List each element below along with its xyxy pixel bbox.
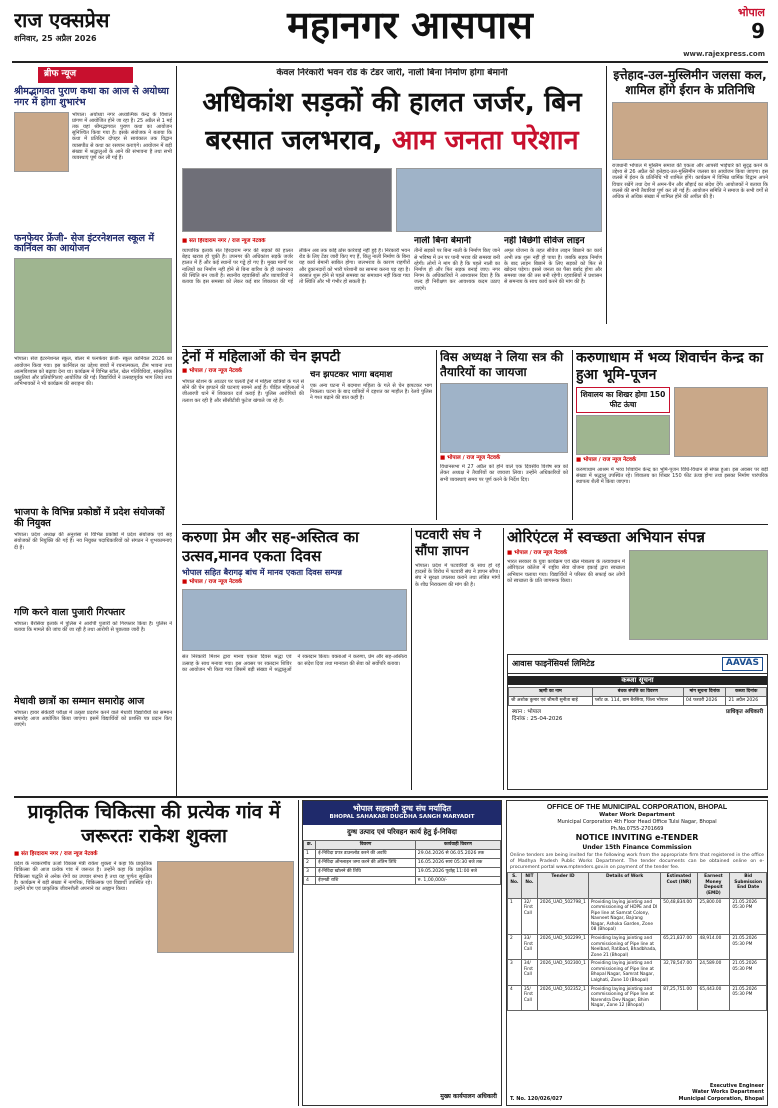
brief-item [14, 608, 172, 693]
shivalaya-story [576, 350, 768, 522]
col-divider [436, 350, 437, 520]
aavas-place: स्थान : भोपाल [512, 708, 541, 715]
shivalaya-headline: करुणाधाम में भव्य शिवार्चन केन्द्र का हुआ भूमि-पूजन [576, 350, 764, 383]
dairy-org-en: BHOPAL SAHAKARI DUGDHA SANGH MARYADIT [329, 814, 475, 821]
brief-item [14, 234, 172, 505]
shivalaya-byline: ■ भोपाल / राज न्यूज नेटवर्क [576, 457, 636, 463]
tender-sign-1: Executive Engineer [709, 1082, 764, 1089]
col-divider [411, 528, 412, 790]
lead-body: व्यापारिक इलाके संत हिरदाराम नगर की सड़कों की हालत बेहद खराब हो चुकी है। उपनगर की अधिकांश सड़कें जर्जर हालत में हैं और कई स्थानों पर गड्ढे हो गए हैं। मुख्य मार्गों पर नालियों का निर्माण नहीं होने से बिना बारिश के ही जलभराव की स्थिति बन जाती है। स्थानीय रहवासियों और व्यापारियों ने बताया कि इस समस्या को लेकर कई बार शिकायत की गई लेकिन अब तक कोई ठोस कार्रवाई नहीं हुई है। निरंकारी भवन रोड के लिए टेंडर जारी किए गए हैं, किंतु नाली निर्माण के बिना यह कार्य बेमानी साबित होगा। जलभराव के कारण राहगीरों और दुकानदारों को भारी परेशानी का सामना करना पड़ रहा है। बरसात शुरू होने से पहले समस्या का समाधान नहीं किया गया तो स्थिति और भी गंभीर हो सकती है। [182, 248, 410, 286]
oriental-byline: ■ भोपाल / राज न्यूज नेटवर्क [507, 550, 567, 556]
table-row: 3 34/ First Call 2026_UAD_502300_1 Providing laying jointing and commissioning of Pipe line at Bhopal Nagar, Samrat Nagar, Lalghati, Zone 10 (Bhopal) 32,78,547.00 24,589.00 21.05.2026 05:30 PM [508, 960, 767, 985]
dairy-table [303, 840, 501, 886]
patwari-body: भोपाल। प्रदेश में पटवारियों के साथ हो रहे हादसों के विरोध में पटवारी संघ ने ज्ञापन सौंपा। संघ ने सुरक्षा उपलब्ध कराने तथा लंबित मांगों के शीघ्र निराकरण की मांग की है। [415, 563, 500, 588]
dairy-title: दुग्ध उत्पाद एवं परिवहन कार्य हेतु ई-निविदा [347, 827, 457, 836]
road-photo [182, 168, 392, 232]
issue-date: शनिवार, 25 अप्रैल 2026 [14, 34, 97, 43]
aavas-col-header: कब्जा दिनांक [726, 687, 767, 696]
assembly-body: विधानसभा में 27 अप्रैल को होने वाले एक दिवसीय विशेष सत्र को लेकर अध्यक्ष ने तैयारियों का जायजा लिया। उन्होंने अधिकारियों को सभी व्यवस्थाएं समय पर पूर्ण करने के निर्देश दिए। [440, 464, 568, 483]
shivalaya-photo [576, 415, 670, 455]
masthead-left [14, 8, 164, 58]
assembly-headline: विस अध्यक्ष ने लिया सत्र की तैयारियों का जायजा [440, 350, 564, 379]
karuna-subhead: भोपाल सहित बैरागढ़ बांच में मानव एकता दिवस सम्पन्न [182, 568, 342, 577]
brief-label: ब्रीफ न्यूज [38, 67, 133, 83]
tender-intro: Online tenders are being invited for the following work from the appropriate firm that registered in the office of Madhya Pradesh Public Works Department. The tender documents can be obtained online on e-procurement portal www.mptenders.gov.in on payment of the tender fee. [510, 853, 764, 870]
sewer-body: अमृत योजना के तहत सीवेज लाइन बिछाने का कार्य अभी तक शुरू नहीं हो पाया है। जबकि सड़क निर्माण के बाद लाइन बिछाने के लिए सड़कों को फिर से खोदना पड़ेगा। इससे जनता का पैसा बर्बाद होगा और समस्या जस की तस बनी रहेगी। रहवासियों ने प्रशासन से समन्वय के साथ कार्य करने की मांग की है। [504, 248, 602, 286]
dairy-col-header: कार्यवाही विवरण [415, 840, 500, 849]
aavas-col-header: बंधक संपत्ति का विवरण [592, 687, 683, 696]
patwari-story [415, 528, 500, 790]
waterlogging-photo [396, 168, 602, 232]
brief-item [14, 508, 172, 604]
tender-address: Municipal Corporation 4th Floor Head Office Tulsi Nagar, Bhopal [557, 819, 717, 826]
priest-photo [14, 112, 69, 172]
trains-subhead: चेन झपटकर भागा बदमाश [310, 371, 393, 380]
tender-col-header: S. No. [508, 873, 522, 898]
carnival-photo [14, 258, 172, 353]
table-row: 1 32/ First Call 2026_UAD_502798_1 Providing laying jointing and commissioning of HDPE and DI Pipe line at Samrat Colony, Navneet Nagar, Bajrang Nagar, Ashoka Garden, Zone 08 (Bhopal) 50,48,834.00 25,800.00 21.05.2026 05:30 PM [508, 898, 767, 934]
karuna-body: संत निरंकारी मिशन द्वारा मानव एकता दिवस श्रद्धा एवं उत्साह के साथ मनाया गया। इस अवसर पर रक्तदान शिविर का आयोजन भी किया गया जिसमें बड़ी संख्या में श्रद्धालुओं ने रक्तदान किया। वक्ताओं ने करुणा, प्रेम और सह-अस्तित्व का संदेश दिया तथा मानवता की सेवा को सर्वोपरि बताया। [182, 654, 407, 673]
aavas-col-header: मांग सूचना दिनांक [683, 687, 726, 696]
tender-col-header: Tender ID [538, 873, 589, 898]
dairy-tender [302, 800, 502, 1106]
aavas-signatory: प्राधिकृत अधिकारी [726, 708, 763, 715]
table-row: 1 ई-निविदा प्रपत्र डाउनलोड करने की अवधि 29.04.2026 से 06.05.2026 तक [304, 849, 501, 858]
shivalaya-ceremony-photo [674, 387, 768, 457]
tender-col-header: Earnest Money Deposit (EMD) [697, 873, 730, 898]
brief-body: भोपाल। हायर सेकेंडरी परीक्षा में उत्कृष्ट प्रदर्शन करने वाले मेधावी विद्यार्थियों का सम्मान समारोह आज आयोजित किया जाएगा। इसमें विद्यार्थियों को प्रशस्ति पत्र प्रदान किए जाएंगे। [14, 710, 172, 729]
masthead-right [690, 6, 765, 48]
aavas-table [508, 687, 767, 706]
sewer-subhead: नहीं बिछेगी सीवेज लाइन [504, 236, 585, 246]
trains-headline: ट्रेनों में महिलाओं की चेन झपटी [182, 349, 341, 365]
karuna-headline: करुणा प्रेम और सह-अस्तित्व का उत्सव,मानव एकता दिवस [182, 528, 359, 565]
naturopathy-photo [157, 861, 294, 953]
naturopathy-byline: ■ संत हिरदाराम नगर / राज न्यूज नेटवर्क [14, 851, 98, 857]
row-divider [14, 796, 768, 798]
tender-col-header: Estimated Cost (INR) [661, 873, 697, 898]
trains-story [182, 349, 432, 519]
drain-body: तीनों सड़कों पर बिना नाली के निर्माण किए जाने से भविष्य में उन पर पानी भराव की समस्या बनी रहेगी। लोगों ने मांग की है कि पहले नाली का निर्माण हो और फिर सड़क बनाई जाए। नगर निगम के अधिकारियों ने आश्वासन दिया है कि जल्द ही निरीक्षण कर आवश्यक कदम उठाए जाएंगे। [414, 248, 500, 292]
lead-photo-row [182, 168, 602, 238]
dairy-col-header: विवरण [316, 840, 415, 849]
brief-headline: फनफेयर फ्रेंजी- सेज इंटरनेशनल स्कूल में कार्निवल का आयोजन [14, 232, 154, 255]
trains-byline: ■ भोपाल / राज न्यूज नेटवर्क [182, 368, 242, 374]
col-divider [572, 350, 573, 520]
tender-dept: Water Work Department [599, 812, 675, 819]
dairy-col-header: क्र. [304, 840, 316, 849]
trains-sub-body: एक अन्य घटना में बदमाश महिला के गले से चेन झपटकर भाग निकला। घटना के बाद यात्रियों में दहशत का माहौल है। रेलवे पुलिस ने गश्त बढ़ाने की बात कही है। [310, 382, 432, 402]
table-row: 3 ई-निविदा खोलने की तिथि 19.05.2026 पूर्वाह्न 11:00 बजे [304, 867, 501, 876]
tender-office: OFFICE OF THE MUNICIPAL CORPORATION, BHOPAL [546, 804, 728, 811]
karuna-photo [182, 589, 407, 651]
section-title: महानगर आसपास [287, 3, 533, 47]
ittehad-story [612, 68, 768, 324]
brief-headline: भाजपा के विभिन्न प्रकोष्ठों में प्रदेश संयोजकों की नियुक्त [14, 507, 165, 530]
brand-name: राज एक्सप्रेस [14, 8, 110, 32]
assembly-byline: ■ भोपाल / राज न्यूज नेटवर्क [440, 455, 500, 461]
table-row: 2 ई-निविदा ऑनलाइन जमा करने की अंतिम तिथि 16.05.2026 सायं 05:30 बजे तक [304, 858, 501, 867]
row-divider [182, 524, 768, 525]
table-row: 2 33/ First Call 2026_UAD_502299_1 Providing laying jointing and commissioning of Pipe line at Neelbad, Ratibad, Bhadbhada, Zone 21 (Bhopal) 65,21,837.00 48,914.00 21.05.2026 05:30 PM [508, 934, 767, 959]
tender-number: T. No. 120/026/027 [510, 1095, 563, 1102]
shivalaya-highlight-box: शिवालय का शिखर होगा 150 फीट ऊंचा [576, 387, 670, 413]
ittehad-body: राजधानी भोपाल में मुस्लिम समाज की एकता और आपसी भाईचारे को सुदृढ़ करने के उद्देश्य से 26 अप्रैल को इत्तेहाद-उल-मुस्लिमीन जलसा का आयोजन किया जाएगा। इस जलसे में ईरान के प्रतिनिधि भी शामिल होंगे। कार्यक्रम में विभिन्न धार्मिक विद्वान अपने विचार रखेंगे तथा देश में अमन-चैन और सौहार्द का संदेश देंगे। आयोजकों ने बताया कि जलसे की सभी तैयारियां पूर्ण कर ली गई हैं। आयोजन समिति ने समाज के सभी वर्गों से अधिक से अधिक संख्या में शामिल होने की अपील की है। [612, 163, 768, 201]
brief-headline: श्रीमद्भागवत पुराण कथा का आज से अयोध्या नगर में होगा शुभारंभ [14, 85, 169, 108]
aavas-date: दिनांक : 25-04-2026 [512, 715, 563, 722]
tender-sign-3: Municipal Corporation, Bhopal [678, 1095, 764, 1102]
row-divider [182, 346, 768, 347]
lead-headline: अधिकांश सड़कों की हालत जर्जर, बिन बरसात जलभराव, आम जनता परेशान [202, 87, 582, 156]
karuna-byline: ■ भोपाल / राज न्यूज नेटवर्क [182, 579, 242, 585]
aavas-notice-title: कब्जा सूचना [508, 676, 767, 685]
oriental-story [507, 528, 768, 648]
tender-sign-2: Water Works Department [692, 1089, 764, 1095]
trains-subcol [310, 371, 432, 511]
table-row: 4 ईएमडी राशि रु. 1,00,000/- [304, 876, 501, 885]
brief-body: भोपाल। सेज इंटरनेशनल स्कूल, बोलर में फनफेयर फ्रेंजी- स्कूल कार्निवल 2026 का आयोजन किया गया। इस कार्निवल का उद्देश्य बच्चों में रचनात्मकता, टीम भावना तथा आत्मविश्वास को बढ़ावा देना था। कार्यक्रम में विभिन्न स्टॉल, खेल गतिविधियां, सांस्कृतिक प्रस्तुतियां और प्रतियोगिताएं आयोजित की गईं। विद्यार्थियों ने उत्साहपूर्वक भाग लिया तथा अभिभावकों ने भी कार्यक्रम की सराहना की। [14, 356, 172, 388]
site-url[interactable]: www.rajexpress.com [683, 50, 765, 58]
aavas-company: आवास फाइनेंसियर्स लिमिटेड [512, 658, 595, 668]
naturopathy-story [14, 800, 294, 1106]
brief-body: भोपाल। प्रदेश अध्यक्ष की अनुशंसा से विभिन्न प्रकोष्ठों में प्रदेश संयोजक एवं सह संयोजकों की नियुक्ति की गई है। नव नियुक्त पदाधिकारियों को संगठन ने शुभकामनाएं दी हैं। [14, 532, 172, 551]
oriental-photo [629, 550, 768, 640]
aavas-col-header: ऋणी का नाम [509, 687, 593, 696]
col-divider [176, 66, 177, 796]
ittehad-photo [612, 102, 768, 160]
tender-col-header: Bid Submission End Date [730, 873, 767, 898]
col-divider [298, 800, 299, 1106]
tender-phone: Ph.No.0755-2701669 [610, 825, 664, 832]
aavas-notice [507, 654, 768, 790]
lead-kicker: केवल निरंकारी भवन रोड के टेंडर जारी, नाली बिना निर्माण होगा बेमानी [276, 68, 508, 78]
lead-byline: ■ संत हिरदाराम नगर / राज न्यूज नेटवर्क [182, 238, 322, 246]
oriental-headline: ओरिएंटल में स्वच्छता अभियान संपन्न [507, 528, 705, 546]
dairy-footer: मुख्य कार्यपालन अधिकारी [440, 1093, 497, 1101]
naturopathy-body: प्रदेश के नवकरणीय ऊर्जा विकास मंत्री राकेश शुक्ला ने कहा कि प्राकृतिक चिकित्सा की आज प्रत्येक गांव में जरूरत है। उन्होंने कहा कि प्राकृतिक चिकित्सा पद्धति से अनेक रोगों का उपचार संभव है तथा यह पूर्णतः सुरक्षित है। कार्यक्रम में बड़ी संख्या में नागरिक, चिकित्सक एवं विद्यार्थी उपस्थित रहे। उन्होंने योग एवं प्राकृतिक जीवनशैली अपनाने का आह्वान किया। [14, 861, 152, 892]
tender-col-header: NIT No. [521, 873, 537, 898]
tender-title: NOTICE INVITING e-TENDER [575, 833, 699, 843]
lead-headline-highlight: आम जनता परेशान [391, 125, 579, 156]
brief-body: भोपाल। अयोध्या नगर अध्यात्मिक केन्द्र के विशाल प्रांगण में आयोजित होने जा रहा है। 25 अप्रैल से 1 मई तक यहां श्रीमद्भागवत पुराण कथा का आयोजन सुनिश्चित किया गया है। इसके संयोजक ने बताया कि कथा में प्रतिदिन दोपहर से सायंकाल तक विद्वान व्यासपीठ से कथा का रसपान कराएंगे। आयोजन में बड़ी संख्या में श्रद्धालुओं के आने की संभावना है तथा सभी व्यवस्थाएं पूर्ण कर ली गई हैं। [72, 111, 172, 161]
lead-subcol-drain [414, 236, 500, 344]
tender-subtitle: Under 15th Finance Commission [582, 843, 692, 851]
tender-table [507, 872, 767, 1011]
naturopathy-headline: प्राकृतिक चिकित्सा की प्रत्येक गांव में जरूरतः राकेश शुक्ला [27, 801, 281, 847]
lead-subcol-sewer [504, 236, 602, 344]
brief-headline: गणि करने वाला पुजारी गिरफ्तार [14, 607, 125, 619]
dairy-org: भोपाल सहकारी दुग्ध संघ मर्यादित [352, 804, 452, 813]
brief-body: भोपाल। बैरसिया इलाके में पुलिस ने आरोपी पुजारी को गिरफ्तार किया है। पुलिस ने बताया कि मामले की जांच की जा रही है तथा आरोपी से पूछताछ जारी है। [14, 621, 172, 634]
brief-item [14, 87, 172, 230]
patwari-headline: पटवारी संघ ने सौंपा ज्ञापन [415, 528, 481, 559]
page-number: 9 [751, 19, 765, 44]
ittehad-headline: इत्तेहाद-उल-मुस्लिमीन जलसा कल, शामिल होंगे ईरान के प्रतिनिधि [613, 68, 767, 97]
tender-col-header: Details of Work [588, 873, 660, 898]
trains-body: भोपाल स्टेशन के आउटर पर चलती ट्रेनों में महिला यात्रियों के गले से सोने की चेन झपटने की घटनाएं सामने आई हैं। पीड़ित महिलाओं ने जीआरपी थाने में शिकायत दर्ज कराई है। पुलिस आरोपियों की तलाश कर रही है और सीसीटीवी फुटेज खंगाले जा रहे हैं। [182, 379, 304, 404]
table-row: 4 35/ First Call 2026_UAD_502352_1 Providing laying jointing and commissioning of Pipe line at Narendra Dev Nagar, Bhim Nagar, Zone 12 (Bhopal) 87,25,751.00 65,443.00 21.05.2026 05:30 PM [508, 985, 767, 1010]
oriental-body: भारत सरकार के युवा कार्यक्रम एवं खेल मंत्रालय के तत्वावधान में ओरिएंटल कॉलेज में राष्ट्रीय सेवा योजना इकाई द्वारा स्वच्छता अभियान चलाया गया। विद्यार्थियों ने परिसर की सफाई कर लोगों को स्वच्छता के प्रति जागरूक किया। [507, 559, 625, 584]
assembly-story [440, 350, 568, 520]
city-name: भोपाल [737, 6, 765, 19]
assembly-photo [440, 383, 568, 453]
brief-headline: मेधावी छात्रों का सम्मान समारोह आज [14, 696, 145, 708]
masthead-rule [12, 61, 768, 63]
col-divider [606, 66, 607, 324]
shivalaya-body: करुणाधाम आश्रम में भव्य शिवार्चन केन्द्र का भूमि-पूजन विधि-विधान से संपन्न हुआ। इस अवसर पर बड़ी संख्या में श्रद्धालु उपस्थित रहे। शिवालय का शिखर 150 फीट ऊंचा होगा तथा इसका निर्माण पारंपरिक स्थापत्य शैली में किया जाएगा। [576, 466, 768, 486]
col-divider [503, 528, 504, 790]
karuna-story [182, 528, 407, 790]
brief-item [14, 697, 172, 770]
municipal-tender [506, 800, 768, 1106]
table-row: श्री अशोक कुमार एवं श्रीमती सुनीता बाई प्लॉट क्र. 114, ग्राम बैरसिया, जिला भोपाल 04 फरवरी 2026 21 अप्रैल 2026 [509, 696, 767, 705]
drain-subhead: नाली बिना बेमानी [414, 236, 471, 246]
aavas-logo: AAVAS [722, 657, 763, 671]
